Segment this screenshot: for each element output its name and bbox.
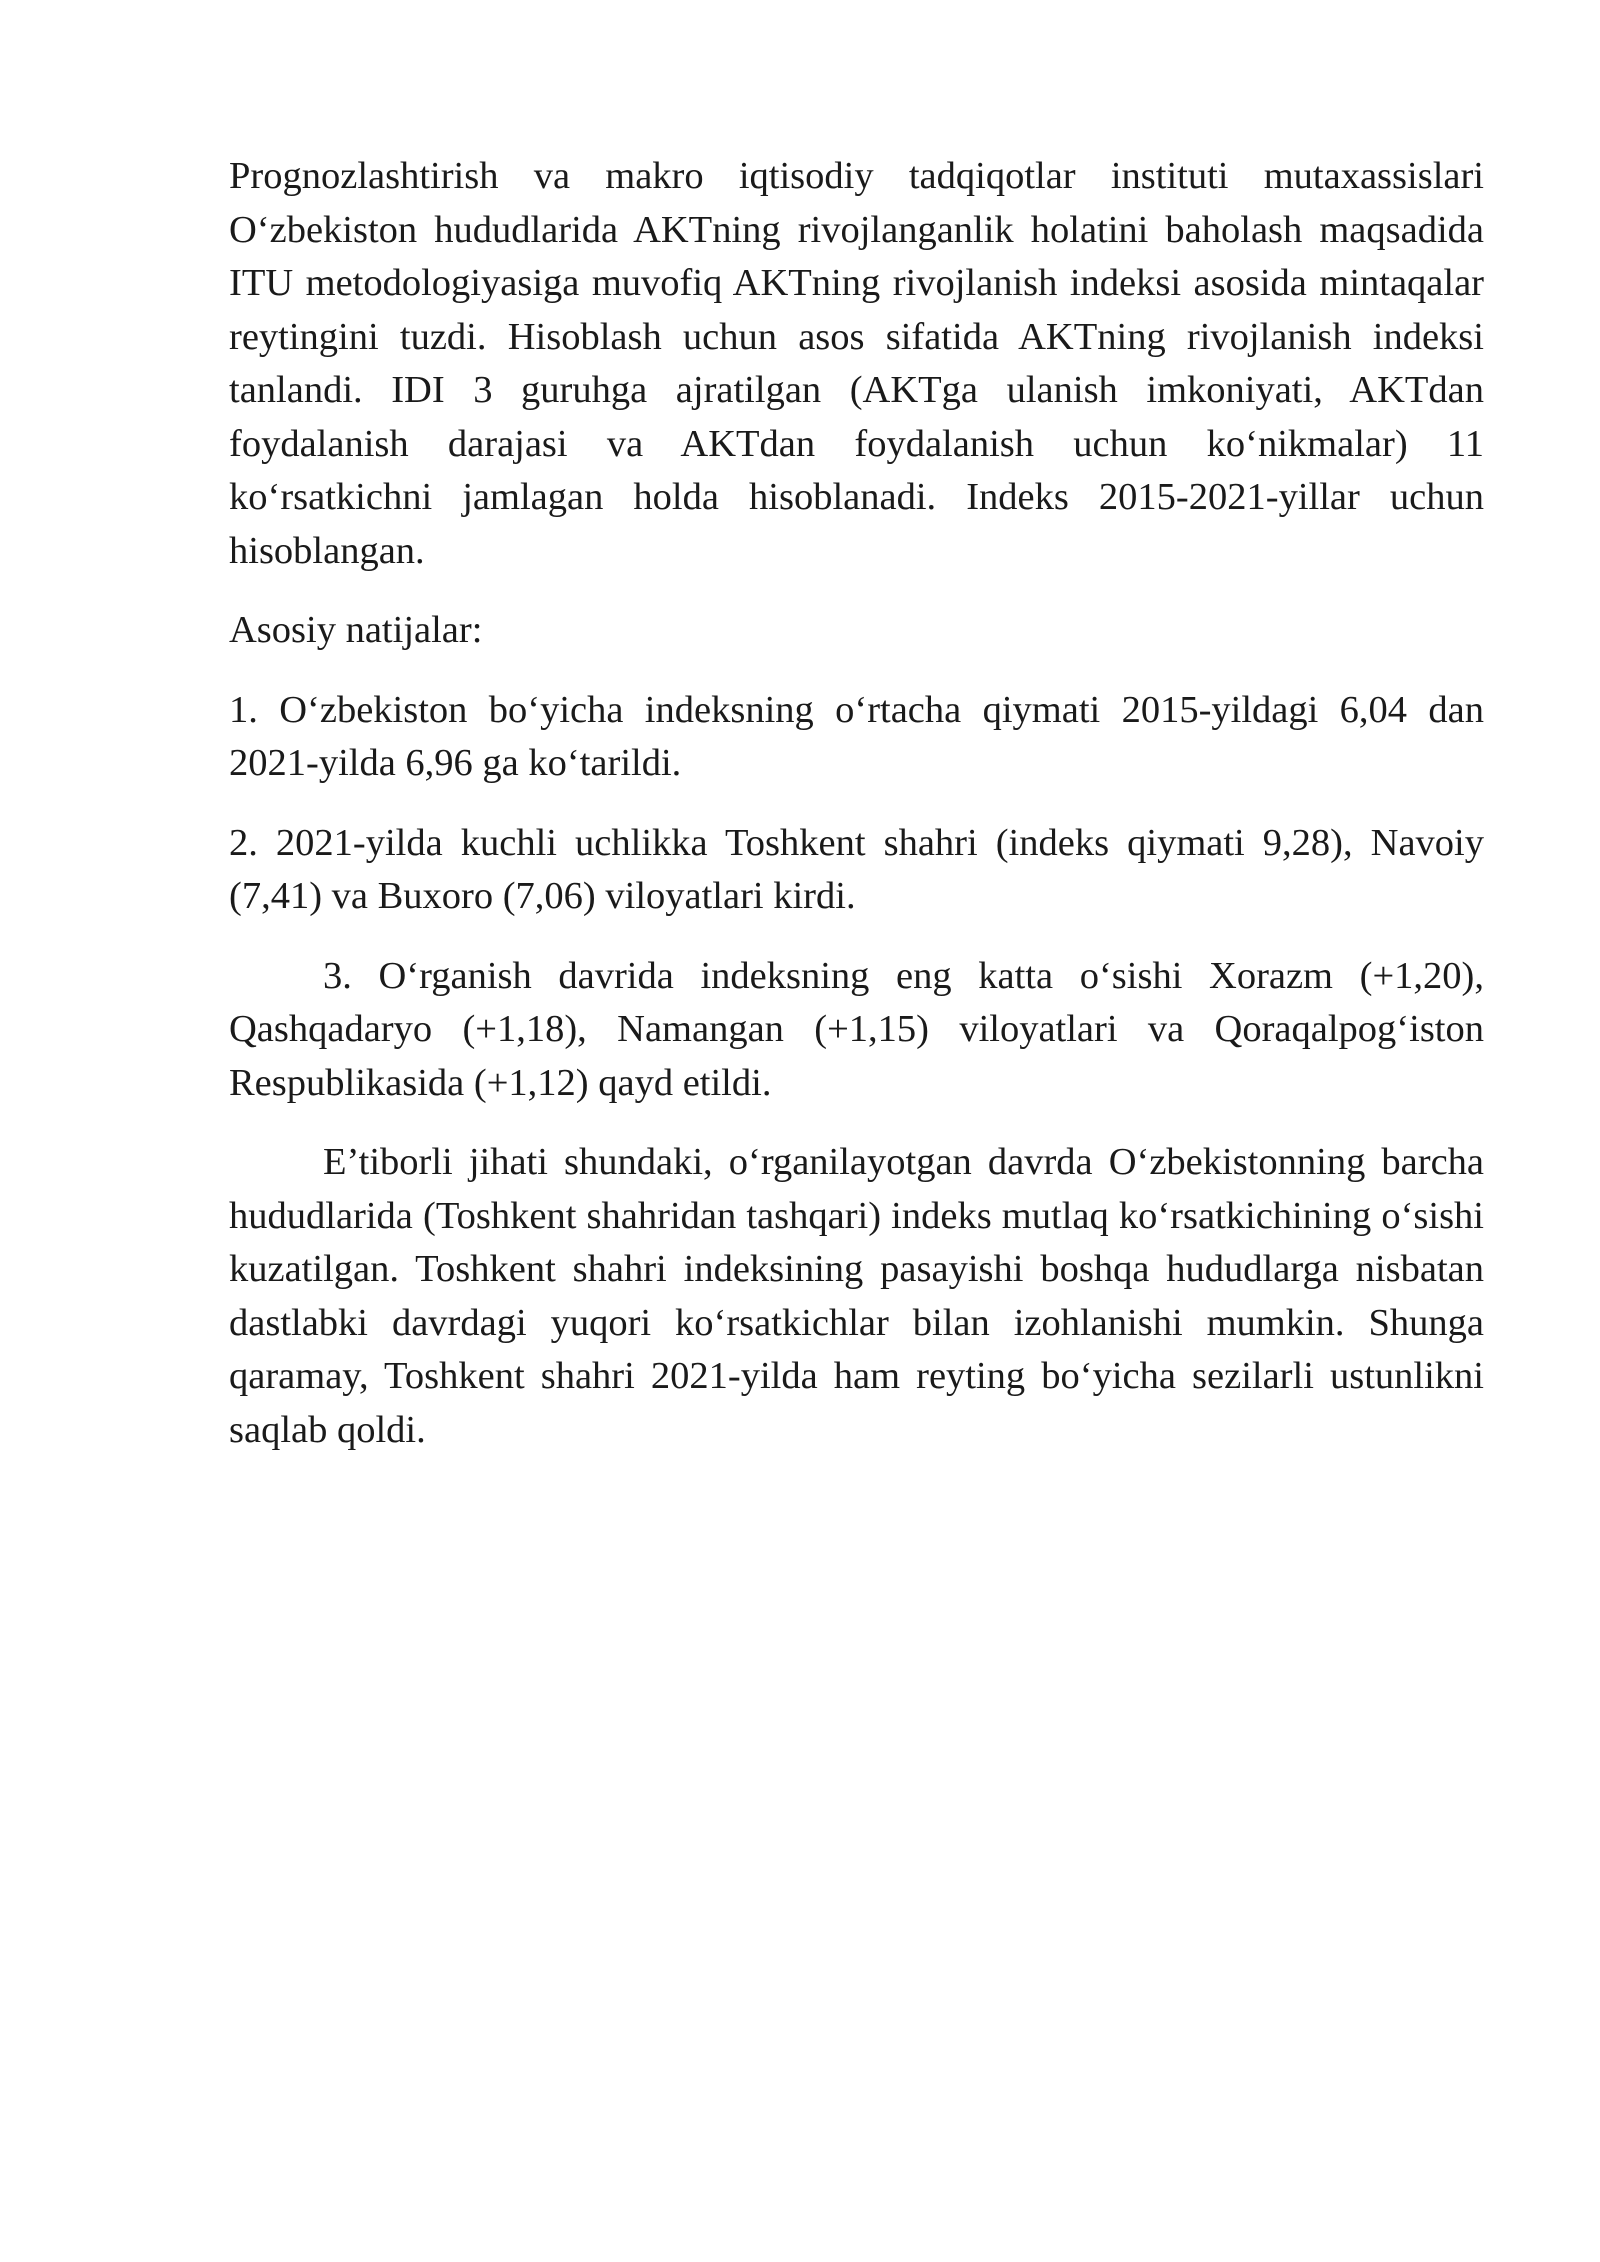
result-item-2: 2. 2021-yilda kuchli uchlikka Toshkent shahri (indeks qiymati 9,28), Navoiy (7,41) va Buxoro (7,06) viloyatlari kirdi. (229, 821, 1484, 917)
result-item-1: 1. O‘zbekiston bo‘yicha indeksning o‘rtacha qiymati 2015-yildagi 6,04 dan 2021-yilda 6,96 ga ko‘tarildi. (229, 688, 1484, 784)
result-item-3: 3. O‘rganish davrida indeksning eng katta o‘sishi Xorazm (+1,20), Qashqadaryo (+1,18), Namangan (+1,15) viloyatlari va Qoraqalpog‘iston Respublikasida (+1,12) qayd etildi. (229, 954, 1484, 1104)
document-page (229, 150, 1484, 1483)
conclusion-paragraph: E’tiborli jihati shundaki, o‘rganilayotgan davrda O‘zbekistonning barcha hududlarida (Toshkent shahridan tashqari) indeks mutlaq ko‘rsatkichining o‘sishi kuzatilgan. Toshkent shahri indeksining pasayishi boshqa hududlarga nisbatan dastlabki davrdagi yuqori ko‘rsatkichlar bilan izohlanishi mumkin. Shunga qaramay, Toshkent shahri 2021-yilda ham reyting bo‘yicha sezilarli ustunlikni saqlab qoldi. (229, 1141, 1484, 1451)
results-heading: Asosiy natijalar: (229, 609, 483, 651)
intro-paragraph: Prognozlashtirish va makro iqtisodiy tadqiqotlar instituti mutaxassislari O‘zbekiston hududlarida AKTning rivojlanganlik holatini baholash maqsadida ITU metodologiyasiga muvofiq AKTning rivojlanish indeksi asosida mintaqalar reytingini tuzdi. Hisoblash uchun asos sifatida AKTning rivojlanish indeksi tanlandi. IDI 3 guruhga ajratilgan (AKTga ulanish imkoniyati, AKTdan foydalanish darajasi va AKTdan foydalanish uchun ko‘nikmalar) 11 ko‘rsatkichni jamlagan holda hisoblanadi. Indeks 2015-2021-yillar uchun hisoblangan. (229, 155, 1484, 572)
